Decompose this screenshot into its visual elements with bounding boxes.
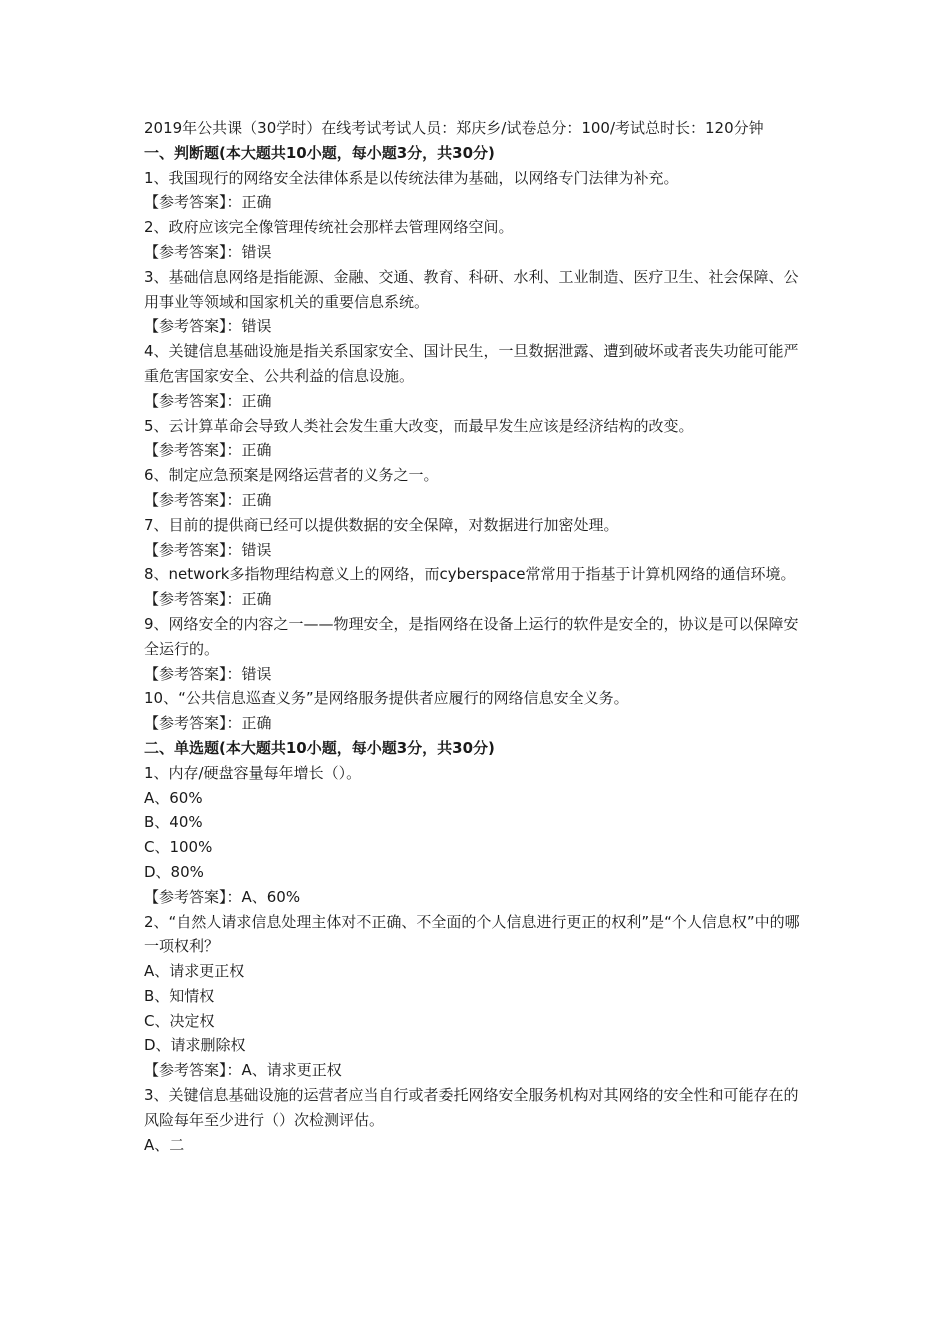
option: B、知情权 [144, 986, 215, 1005]
option: C、100% [144, 838, 213, 857]
answer: 【参考答案】：正确 [144, 193, 272, 212]
question: 1、我国现行的网络安全法律体系是以传统法律为基础，以网络专门法律为补充。 [144, 168, 679, 187]
document-page [144, 116, 810, 1157]
section-heading-single-choice: 二、单选题(本大题共10小题，每小题3分，共30分) [144, 738, 495, 757]
option: B、40% [144, 813, 203, 832]
answer: 【参考答案】：正确 [144, 441, 272, 460]
answer: 【参考答案】：正确 [144, 391, 272, 410]
question: 7、目前的提供商已经可以提供数据的安全保障，对数据进行加密处理。 [144, 515, 619, 534]
option: D、请求删除权 [144, 1036, 246, 1055]
question: 6、制定应急预案是网络运营者的义务之一。 [144, 466, 439, 485]
answer: 【参考答案】：A、请求更正权 [144, 1061, 342, 1080]
answer: 【参考答案】：错误 [144, 242, 272, 261]
question: 5、云计算革命会导致人类社会发生重大改变，而最早发生应该是经济结构的改变。 [144, 416, 694, 435]
question: 3、基础信息网络是指能源、金融、交通、教育、科研、水利、工业制造、医疗卫生、社会保障、公用事业等领域和国家机关的重要信息系统。 [144, 267, 799, 311]
question: 3、关键信息基础设施的运营者应当自行或者委托网络安全服务机构对其网络的安全性和可能存在的风险每年至少进行（）次检测评估。 [144, 1086, 799, 1129]
answer: 【参考答案】：正确 [144, 714, 272, 733]
answer: 【参考答案】：A、60% [144, 887, 301, 906]
question: 4、关键信息基础设施是指关系国家安全、国计民生，一旦数据泄露、遭到破坏或者丧失功能可能严重危害国家安全、公共利益的信息设施。 [144, 342, 799, 385]
answer: 【参考答案】：正确 [144, 590, 272, 609]
option: D、80% [144, 862, 204, 881]
option: C、决定权 [144, 1011, 215, 1030]
section-heading-true-false: 一、判断题(本大题共10小题，每小题3分，共30分) [144, 143, 495, 162]
option: A、60% [144, 788, 203, 807]
question: 2、政府应该完全像管理传统社会那样去管理网络空间。 [144, 218, 514, 237]
question: 2、“自然人请求信息处理主体对不正确、不全面的个人信息进行更正的权利”是“个人信息权”中的哪一项权利？ [144, 912, 800, 956]
question: 10、“公共信息巡查义务”是网络服务提供者应履行的网络信息安全义务。 [144, 689, 629, 708]
doc-title: 2019年公共课（30学时）在线考试考试人员：郑庆乡/试卷总分：100/考试总时长：120分钟 [144, 119, 764, 137]
option: A、请求更正权 [144, 962, 245, 981]
question: 9、网络安全的内容之一——物理安全，是指网络在设备上运行的软件是安全的，协议是可以保障安全运行的。 [144, 614, 799, 658]
answer: 【参考答案】：错误 [144, 540, 272, 559]
question: 8、network多指物理结构意义上的网络，而cyberspace常常用于指基于计算机网络的通信环境。 [144, 565, 796, 584]
question: 1、内存/硬盘容量每年增长（）。 [144, 763, 362, 782]
answer: 【参考答案】：正确 [144, 490, 272, 509]
answer: 【参考答案】：错误 [144, 664, 272, 683]
answer: 【参考答案】：错误 [144, 317, 272, 336]
option: A、二 [144, 1135, 185, 1154]
